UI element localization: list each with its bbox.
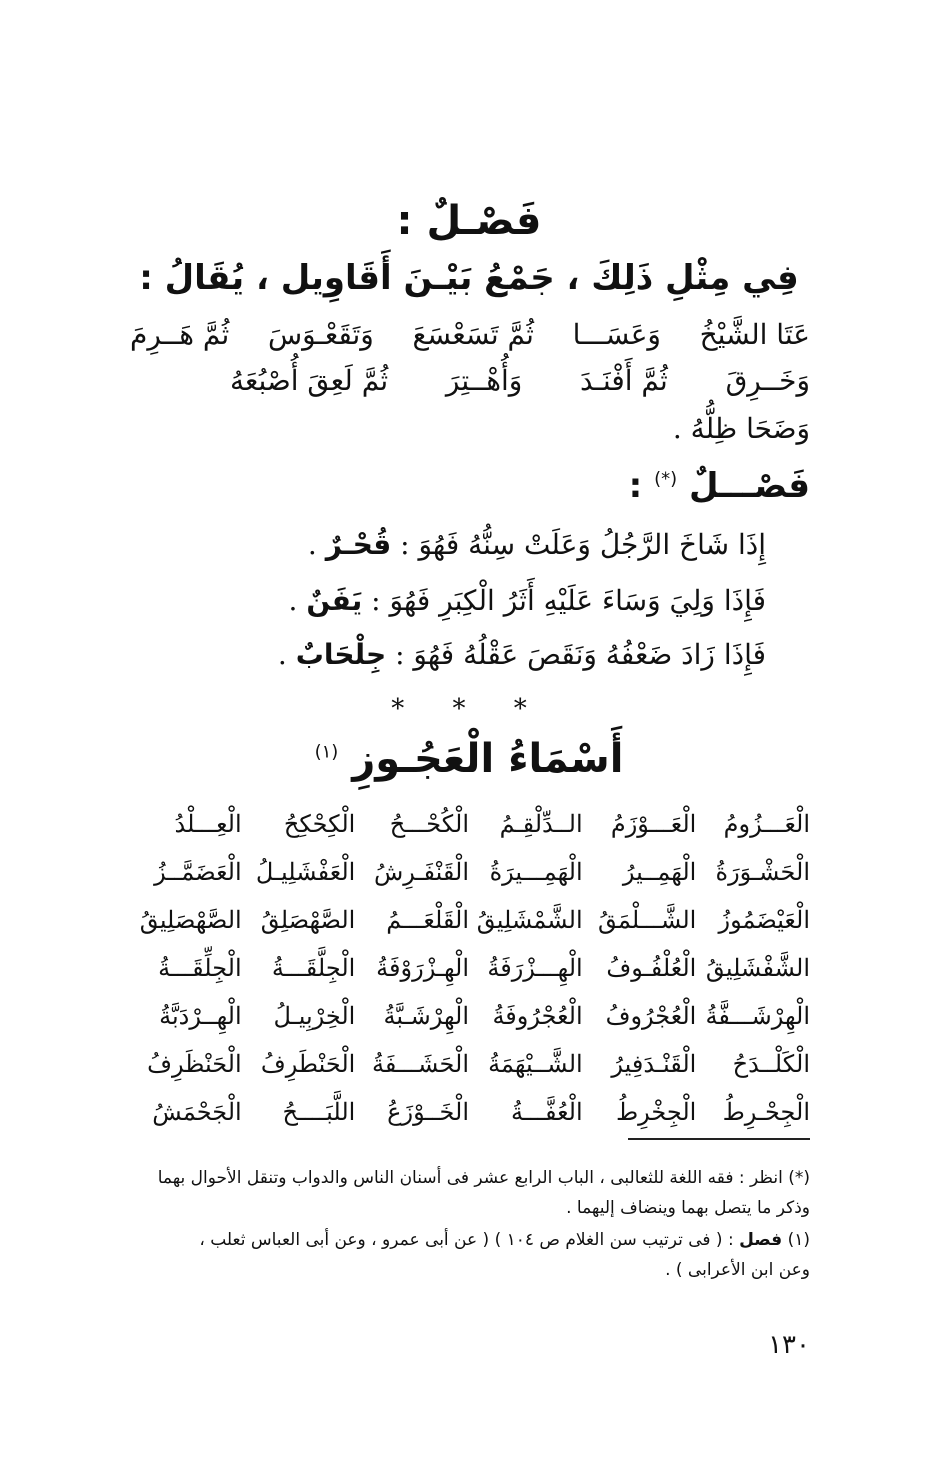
name-cell: الْهِـــزْرَفَةُ (487, 954, 583, 982)
footnote-one-line-2: وعن ابن الأعرابى ) . (665, 1260, 810, 1280)
section-divider: * * * (391, 694, 547, 724)
name-cell: الشَّــيْهَمَةُ (488, 1050, 583, 1078)
name-cell: الصَّهْصَلِيقُ (139, 906, 242, 934)
section2-title-colon: : (628, 466, 643, 506)
name-cell: الْحَنْظَرِفُ (147, 1050, 242, 1078)
poem-phrase: ثُمَّ هَــرِمَ (130, 318, 230, 351)
footnote-rule (628, 1138, 810, 1140)
poem-phrase: وَخَــرِقَ (725, 364, 810, 397)
poem-phrase: ثُمَّ لَعِقَ أُصْبُعَهُ (230, 364, 389, 397)
poem-line-2 (230, 364, 810, 397)
definition-line (278, 638, 766, 671)
section2-title (629, 466, 810, 506)
section3-title (0, 736, 938, 782)
definition-term: جِلْحَابٌ (295, 638, 387, 671)
name-cell: الْجِخْرِطُ (615, 1098, 697, 1126)
name-cell: الْهَمِــيرُ (622, 858, 697, 886)
section3-title-text: أَسْمَاءُ الْعَجُـوزِ (352, 736, 624, 782)
footnote-marker-star: (*) (654, 468, 678, 490)
poem-line-1 (130, 318, 810, 351)
name-cell: الْعَفْشَلِيـلُ (255, 858, 356, 886)
name-cell: الْجِلِّقَـــةُ (158, 954, 242, 982)
poem-phrase: ثُمَّ أَفْنَـدَ (580, 364, 668, 397)
footnote-one-line-1 (128, 1230, 810, 1250)
name-cell: الشَّمْشَلِيقُ (476, 906, 583, 934)
poem-phrase: وَأُهْــتِرَ (445, 364, 523, 397)
poem-line-3: وَضَحَا ظِلُّهُ . (672, 412, 810, 445)
name-cell: الْعُلْفُـوفُ (606, 954, 697, 982)
name-cell: الشَّـــلْمَقُ (598, 906, 697, 934)
definition-line (289, 584, 766, 617)
footnote-star-line-2: وذكر ما يتصل بهما وينضاف إليهما . (566, 1198, 810, 1218)
name-cell: الْعَضَمَّــزُ (154, 858, 242, 886)
name-cell: الْحَشَـــفَةُ (372, 1050, 470, 1078)
footnote-one-prefix: (١) (787, 1230, 810, 1250)
names-grid (128, 800, 810, 1136)
name-cell: الْعَـــوْزَمُ (610, 810, 697, 838)
name-cell: الْقَلْعَـــمُ (386, 906, 470, 934)
definition-text: إِذَا شَاخَ الرَّجُلُ وَعَلَتْ سِنُّهُ فَهُوَ : (400, 528, 766, 561)
name-cell: الْخَــوْزَعُ (387, 1098, 470, 1126)
section-title-fasl: فَصْـلٌ : (396, 198, 542, 244)
name-cell: الْهِرْشَـــفَّةُ (705, 1002, 810, 1030)
name-cell: الْجِحْـرِطُ (722, 1098, 810, 1126)
definition-term: يَفَنٌ (306, 584, 363, 617)
name-cell: الْحَشْـوَرَةُ (715, 858, 810, 886)
footnote-one-text: : ( فى ترتيب سن الغلام ص ١٠٤ ) ( عن أبى عمرو ، وعن أبى العباس ثعلب ، (199, 1230, 734, 1250)
section2-title-text: فَصْـــلٌ (689, 466, 810, 506)
definition-line (308, 528, 766, 561)
poem-phrase: عَتَا الشَّيْخُ (699, 318, 810, 351)
name-cell: الصَّهْصَلِقُ (260, 906, 356, 934)
name-cell: الْهِرْشَـبَّةُ (383, 1002, 470, 1030)
name-cell: الْكِحْكِحُ (283, 810, 356, 838)
name-cell: الْجَحْمَشُ (152, 1098, 242, 1126)
name-cell: الْهِــرْدَبَّةُ (159, 1002, 242, 1030)
name-cell: الْهِـزْرَوْفَةُ (376, 954, 470, 982)
name-cell: الْحَنْطَرِفُ (260, 1050, 356, 1078)
name-cell: الْعُجْرُوفَةُ (492, 1002, 583, 1030)
definition-text: فَإِذَا زَادَ ضَعْفُهُ وَنَقَصَ عَقْلُهُ فَهُوَ : (395, 638, 766, 671)
definition-end: . (277, 638, 287, 671)
name-cell: الــدِّلْقِـمُ (499, 810, 583, 838)
name-cell: الْقَنْـدَفِيرُ (611, 1050, 697, 1078)
name-cell: الْكَلْــدَحُ (732, 1050, 810, 1078)
name-cell: الْعِـــلْدُ (174, 810, 242, 838)
name-cell: الْكُحْـــحُ (389, 810, 470, 838)
name-cell: الْعَـــزُومُ (723, 810, 810, 838)
poem-phrase: وَتَقَعْـوَسَ (267, 318, 374, 351)
name-cell: الْعُفَّـــةُ (511, 1098, 583, 1126)
name-cell: الْخِرْبِيـلُ (273, 1002, 356, 1030)
name-cell: الْعُجْرُوفُ (605, 1002, 697, 1030)
name-cell: الْعَيْضَمُوزُ (718, 906, 810, 934)
definition-term: قُحْـرٌ (325, 528, 392, 561)
definition-end: . (307, 528, 317, 561)
poem-phrase: ثُمَّ تَسَعْسَعَ (412, 318, 534, 351)
definition-end: . (288, 584, 298, 617)
page-number: ١٣٠ (768, 1330, 810, 1360)
name-cell: اللَّبَــــحُ (282, 1098, 356, 1126)
section-subtitle: فِي مِثْلِ ذَلِكَ ، جَمْعُ بَيْـنَ أَقَاوِيل ، يُقَالُ : (139, 258, 799, 298)
footnote-marker-one: (١) (314, 741, 339, 763)
name-cell: الْجِلَّقَـــةُ (271, 954, 356, 982)
footnote-one-bold: فصل (739, 1230, 783, 1250)
name-cell: الْهَمِـــيرَةُ (489, 858, 583, 886)
name-cell: الشَّفْشَلِيقُ (705, 954, 810, 982)
footnote-star-line-1: (*) انظر : فقه اللغة للثعالبى ، الباب الرابع عشر فى أسنان الناس والدواب وتنقل الأحوال بهما (157, 1168, 810, 1188)
definition-text: فَإِذَا وَلِيَ وَسَاءَ عَلَيْهِ أَثَرُ الْكِبَرِ فَهُوَ : (371, 584, 766, 617)
name-cell: الْقَنْفَـرِشُ (373, 858, 470, 886)
poem-phrase: وَعَسَـــا (572, 318, 661, 351)
